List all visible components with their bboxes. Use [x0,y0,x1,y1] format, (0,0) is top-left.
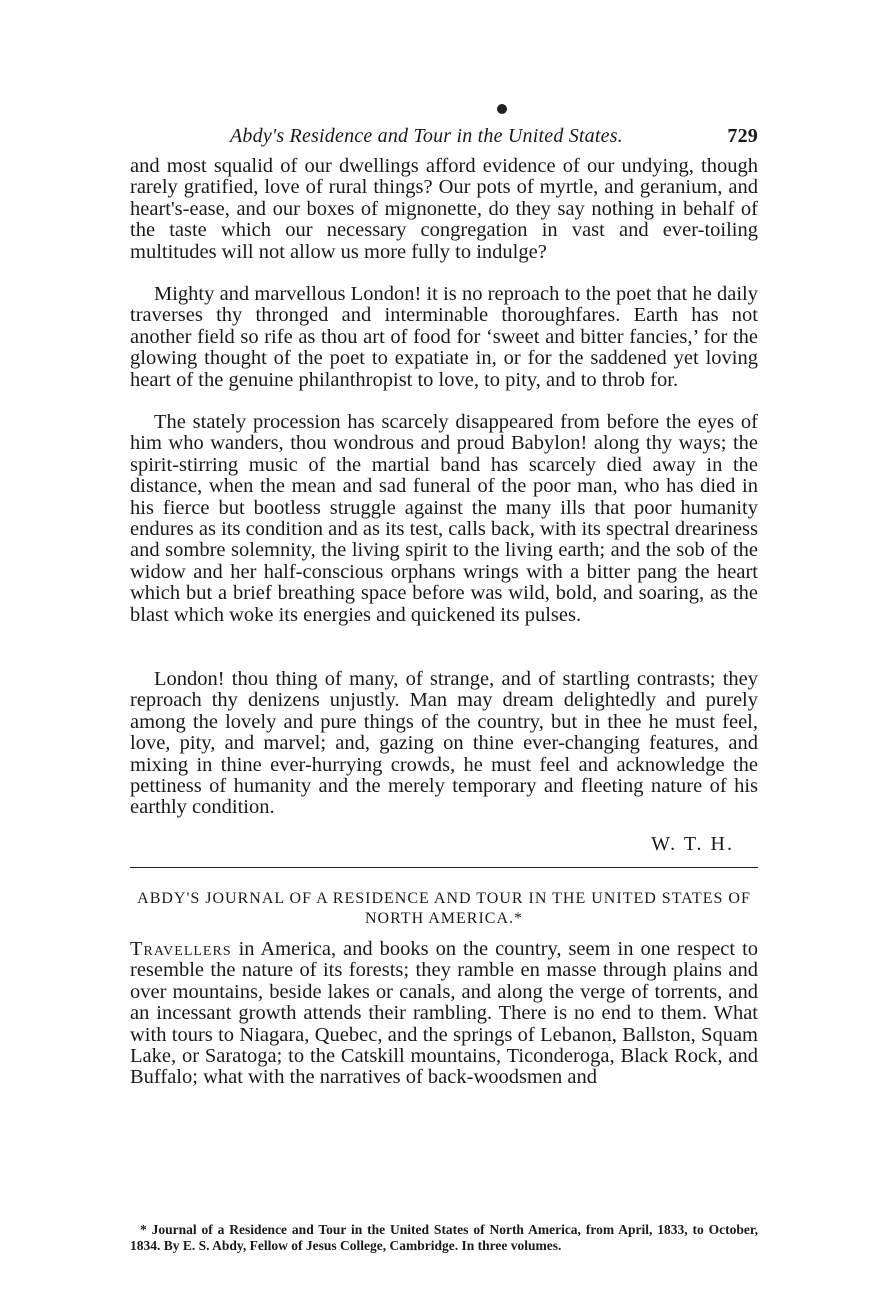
lead-word: Travellers [130,938,232,960]
paragraph-3: The stately procession has scarcely disappeared from before the eyes of him who wanders, thou wondrous and proud Babylon! along thy ways; the spirit-stirring music of the martial band has scarcely died away in the distance, when the mean and sad funeral of the poor man, who has died in his fierce but bootless struggle against the many ills that poor humanity endures as its condition and as its test, calls back, with its spectral dreariness and sombre solemnity, the living spirit to the living earth; and the sob of the widow and her half-conscious orphans wrings with a bitter pang the heart which but a brief breathing space before was wild, bold, and soaring, as the blast which woke its energies and quickened its pulses. [130,411,758,626]
author-signature: W. T. H. [651,833,734,855]
page-number: 729 [727,125,758,147]
paragraph-2: Mighty and marvellous London! it is no reproach to the poet that he daily traverses thy thronged and interminable thoroughfares. Earth has not another field so rife as thou art of food for ‘sweet and bitter fancies,’ for the glowing thought of the poet to expatiate in, or for the saddened yet loving heart of the genuine philanthropist to love, to pity, and to throb for. [130,283,758,391]
running-title: Abdy's Residence and Tour in the United States. [230,125,623,147]
article-opening-paragraph [130,939,758,1089]
section-divider [130,867,758,868]
paragraph-1: and most squalid of our dwellings afford evidence of our undying, though rarely gratified, love of rural things? Our pots of myrtle, and geranium, and heart's-ease, and our boxes of mignonette, do they say nothing in behalf of the taste which our necessary congregation in vast and ever-toiling multitudes will not allow us more fully to indulge? [130,155,758,263]
running-header [230,124,758,148]
book-page [130,0,758,1294]
footnote: * Journal of a Residence and Tour in the United States of North America, from April, 1833, to October, 1834. By E. S. Abdy, Fellow of Jesus College, Cambridge. In three volumes. [130,1222,758,1253]
article-title: ABDY'S JOURNAL OF A RESIDENCE AND TOUR IN THE UNITED STATES OF NORTH AMERICA.* [137,890,751,927]
printer-ornament [497,104,507,114]
opening-text: in America, and books on the country, seem in one respect to resemble the nature of its forests; they ramble en masse through plains and over mountains, beside lakes or canals, and along the verge of torrents, and an incessant growth attends their rambling. There is no end to them. What with tours to Niagara, Quebec, and the springs of Lebanon, Ballston, Squam Lake, or Saratoga; to the Catskill mountains, Ticonderoga, Black Rock, and Buffalo; what with the narratives of back-woodsmen and [130,938,759,1089]
paragraph-4: London! thou thing of many, of strange, and of startling contrasts; they reproach thy denizens unjustly. Man may dream delightedly and purely among the lovely and pure things of the country, but in thee he must feel, love, pity, and marvel; and, gazing on thine ever-changing features, and mixing in thine ever-hurrying crowds, he must feel and acknowledge the pettiness of humanity and the merely temporary and fleeting nature of his earthly condition. [130,668,758,819]
